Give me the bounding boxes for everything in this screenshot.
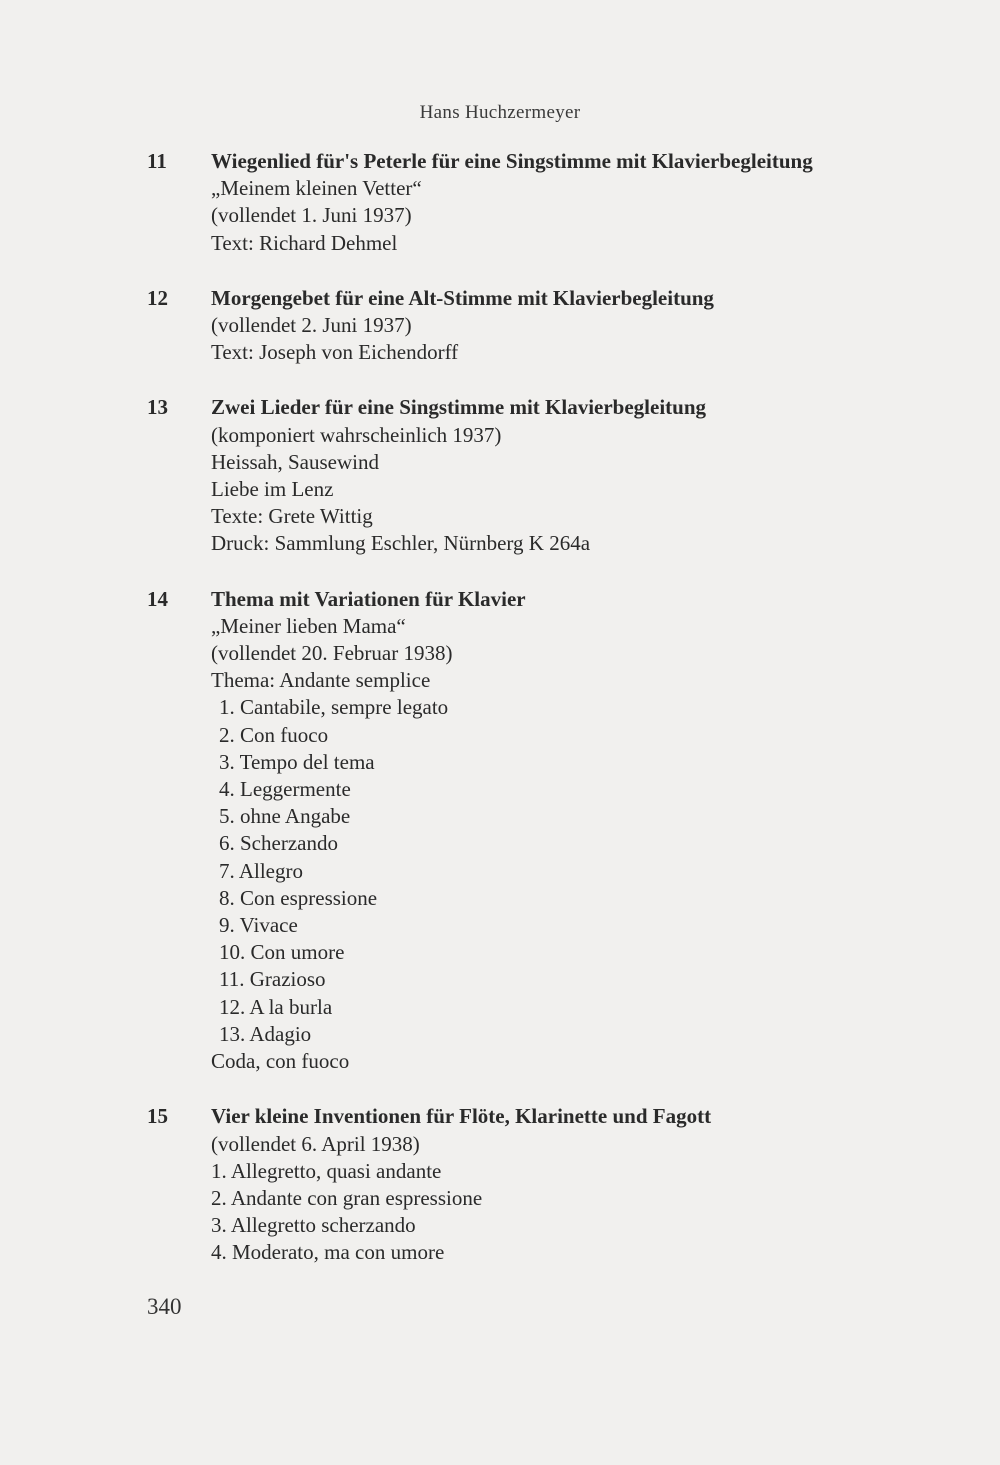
variation-item: 11. Grazioso	[219, 967, 326, 992]
variation-item: 4. Leggermente	[219, 777, 351, 802]
variation-item: 13. Adagio	[219, 1021, 312, 1046]
variation-item: 12. A la burla	[219, 994, 333, 1019]
entry-number: 12	[147, 285, 168, 310]
page-number: 340	[147, 1294, 182, 1319]
variation-item: 10. Con umore	[219, 940, 345, 965]
entry-line: „Meiner lieben Mama“	[211, 613, 406, 638]
entry-13	[147, 394, 907, 557]
entry-title: Morgengebet für eine Alt-Stimme mit Klavierbegleitung	[211, 285, 714, 310]
variation-item: 6. Scherzando	[219, 831, 338, 856]
entry-line: 2. Andante con gran espressione	[211, 1185, 483, 1210]
entry-line: 3. Allegretto scherzando	[211, 1213, 416, 1238]
entry-title: Wiegenlied für's Peterle für eine Singstimme mit Klavierbegleitung	[211, 149, 813, 173]
entry-line: (vollendet 6. April 1938)	[211, 1131, 420, 1156]
variation-item: 5. ohne Angabe	[219, 804, 351, 829]
entry-line: Thema: Andante semplice	[211, 668, 431, 693]
entry-title: Thema mit Variationen für Klavier	[211, 586, 526, 611]
entry-line: Text: Joseph von Eichendorff	[211, 340, 459, 365]
variation-item: 9. Vivace	[219, 913, 298, 938]
entry-closing-line: Coda, con fuoco	[211, 1049, 350, 1074]
entry-line: 4. Moderato, ma con umore	[211, 1240, 445, 1265]
entry-number: 13	[147, 395, 168, 420]
entry-line: (vollendet 1. Juni 1937)	[211, 203, 412, 228]
entry-line: Text: Richard Dehmel	[211, 230, 398, 255]
variation-item: 2. Con fuoco	[219, 722, 329, 747]
entry-line: Liebe im Lenz	[211, 477, 334, 502]
work-list	[147, 148, 907, 1295]
entry-line: Heissah, Sausewind	[211, 449, 379, 474]
entry-line: 1. Allegretto, quasi andante	[211, 1158, 442, 1183]
entry-line: „Meinem kleinen Vetter“	[211, 176, 422, 201]
variation-item: 7. Allegro	[219, 858, 303, 883]
variation-item: 3. Tempo del tema	[219, 749, 375, 774]
variation-item: 1. Cantabile, sempre legato	[219, 695, 449, 720]
entry-11	[147, 148, 907, 257]
entry-number: 14	[147, 586, 168, 611]
entry-line: Druck: Sammlung Eschler, Nürnberg K 264a	[211, 531, 591, 556]
entry-title: Vier kleine Inventionen für Flöte, Klarinette und Fagott	[211, 1104, 712, 1129]
running-header: Hans Huchzermeyer	[419, 102, 581, 123]
entry-line: (vollendet 20. Februar 1938)	[211, 641, 453, 666]
entry-line: (komponiert wahrscheinlich 1937)	[211, 422, 502, 447]
entry-14	[147, 586, 907, 1076]
entry-15	[147, 1103, 907, 1266]
entry-number: 15	[147, 1104, 168, 1129]
entry-title: Zwei Lieder für eine Singstimme mit Klavierbegleitung	[211, 395, 707, 420]
variation-item: 8. Con espressione	[219, 885, 378, 910]
entry-number: 11	[147, 149, 167, 173]
entry-line: (vollendet 2. Juni 1937)	[211, 313, 412, 338]
entry-12	[147, 285, 907, 367]
entry-line: Texte: Grete Wittig	[211, 504, 373, 529]
